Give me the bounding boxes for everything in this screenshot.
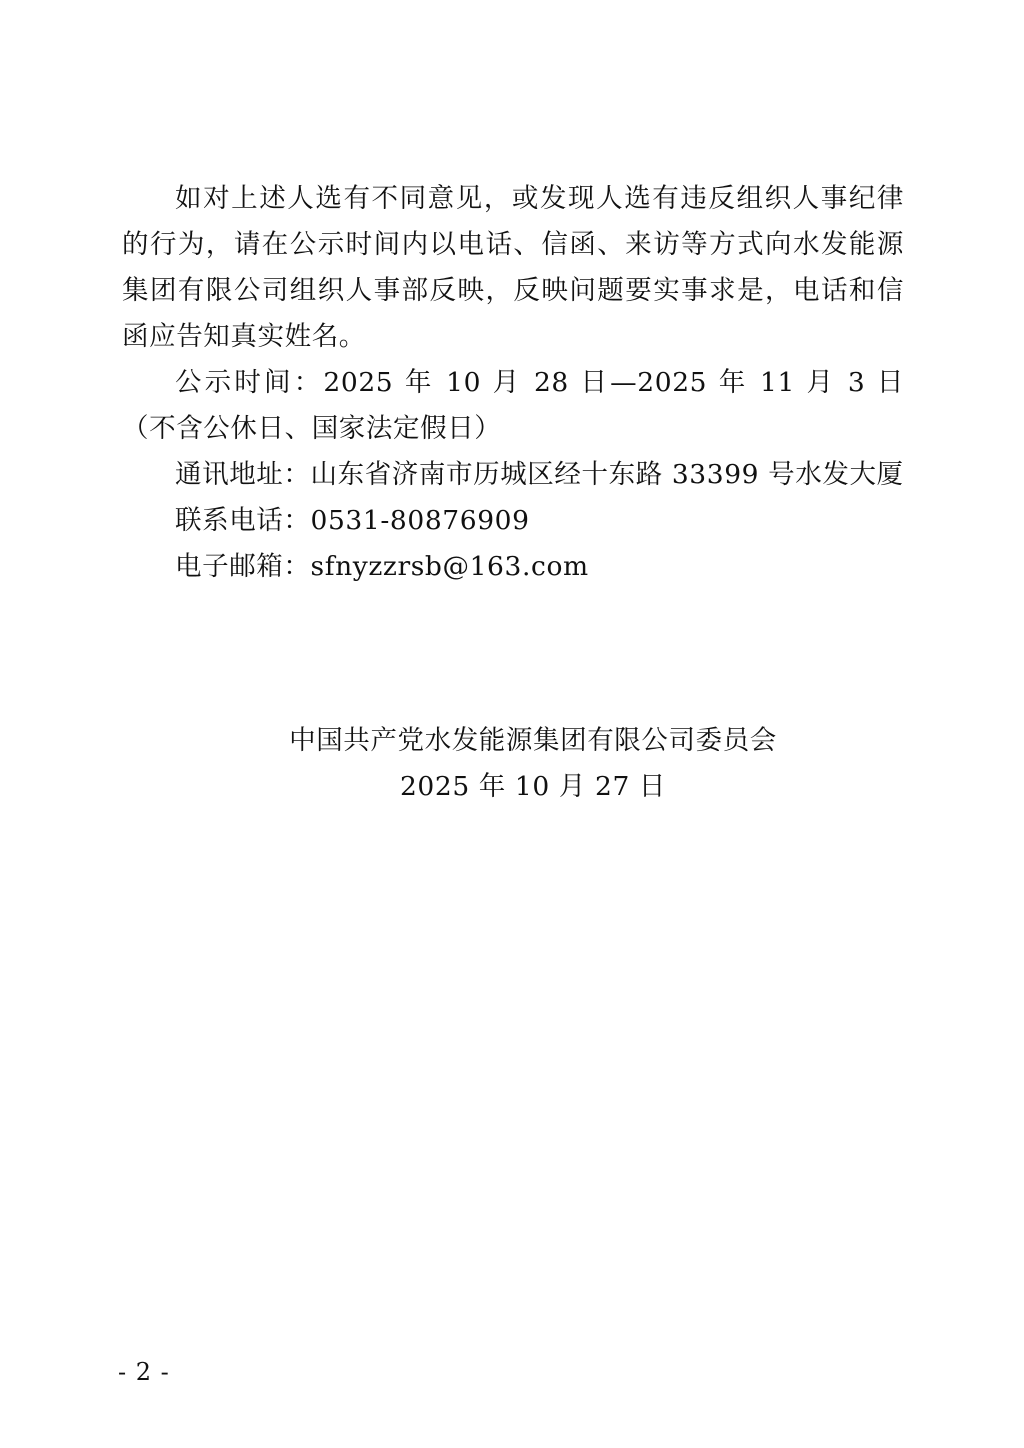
page-number: - 2 - xyxy=(118,1358,170,1386)
signature-organization: 中国共产党水发能源集团有限公司委员会 xyxy=(289,725,777,756)
signature-date: 2025 年 10 月 27 日 xyxy=(399,771,667,802)
paragraph-publicity-period: 公示时间：2025 年 10 月 28 日—2025 年 11 月 3 日（不含公休日、国家法定假日） xyxy=(122,367,904,444)
document-body xyxy=(122,176,904,590)
paragraph-contact-phone: 联系电话：0531-80876909 xyxy=(175,505,530,536)
paragraph-email: 电子邮箱：sfnyzzrsb@163.com xyxy=(175,551,589,582)
signature-block xyxy=(122,718,904,810)
paragraph-mailing-address: 通讯地址：山东省济南市历城区经十东路 33399 号水发大厦 xyxy=(175,459,904,490)
paragraph-objection-notice: 如对上述人选有不同意见，或发现人选有违反组织人事纪律的行为，请在公示时间内以电话、信函、来访等方式向水发能源集团有限公司组织人事部反映，反映问题要实事求是，电话和信函应告知真实姓名。 xyxy=(122,183,904,352)
